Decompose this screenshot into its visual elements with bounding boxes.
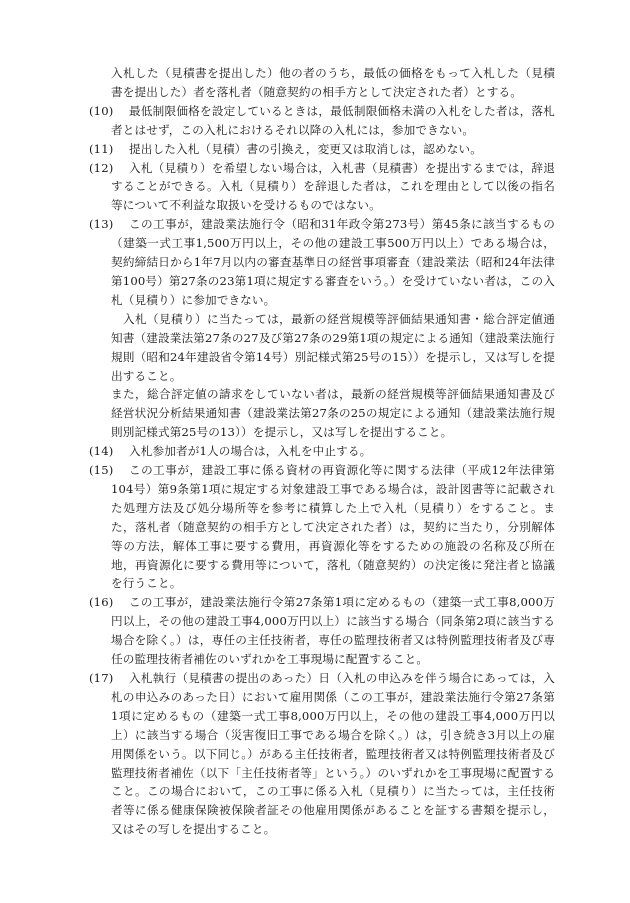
- item-text: この工事が，建設業法施行令第27条第1項に定めるもの（建築一式工事8,000万円以上，その他の建設工事4,000万円以上）に該当する場合（同条第2項に該当する場合を除く。）は，専任の主任技術者，専任の監理技術者又は特例監理技術者及び専任の監理技術者補佐のいずれかを工事現場に配置すること。: [111, 595, 555, 667]
- list-item-13: [89, 215, 555, 310]
- item-text: 入札（見積り）を希望しない場合は，入札書（見積書）を提出するまでは，辞退することができる。入札（見積り）を辞退した者は，これを理由として以後の指名等について不利益な取扱いを受けるものではない。: [111, 160, 555, 213]
- intro-paragraph: 入札した（見積書を提出した）他の者のうち，最低の価格をもって入札した（見積書を提出した）者を落札者（随意契約の相手方として決定された者）とする。: [111, 66, 555, 99]
- list-item-17: [89, 669, 555, 839]
- list-item-10: [89, 102, 555, 140]
- list-item-11: [89, 140, 555, 159]
- list-item-14: [89, 442, 555, 461]
- list-item-12: [89, 159, 555, 216]
- item-text: この工事が，建設業法施行令（昭和31年政令第273号）第45条に該当するもの（建築一式工事1,500万円以上，その他の建設工事500万円以上）である場合は，契約締結日から1年7月以内の審査基準日の経営事項審査（建設業法（昭和24年法律第100号）第27条の23第1項に規定する審査をいう。）を受けていない者は，この入札（見積り）に参加できない。: [111, 217, 555, 307]
- item-text: 入札参加者が1人の場合は，入札を中止する。: [129, 444, 372, 459]
- item-number: (11): [89, 141, 114, 156]
- item-number: (16): [89, 595, 114, 610]
- item-number: (14): [89, 444, 114, 459]
- item-13-sub-paragraph: 入札（見積り）に当たっては，最新の経営規模等評価結果通知書・総合評定値通知書（建設業法第27条の27及び第27条の29第1項の規定による通知（建設業法施行規則（昭和24年建設省令第14号）別記様式第25号の15））を提示し，又は写しを提出すること。: [111, 311, 555, 383]
- item-number: (15): [89, 463, 114, 478]
- list-item-16: [89, 593, 555, 669]
- item-number: (10): [89, 103, 114, 118]
- item-number: (12): [89, 160, 114, 175]
- list-item-15: [89, 461, 555, 593]
- item-text: この工事が，建設工事に係る資材の再資源化等に関する法律（平成12年法律第104号）第9条第1項に規定する対象建設工事である場合は，設計図書等に記載された処理方法及び処分場所等を参考に積算した上で入札（見積り）をすること。また，落札者（随意契約の相手方として決定された者）は，契約に当たり，分別解体等の方法，解体工事に要する費用，再資源化等をするための施設の名称及び所在地，再資源化に要する費用等について，落札（随意契約）の決定後に発注者と協議を行うこと。: [111, 463, 555, 591]
- item-13-sub-paragraph-2: また，総合評定値の請求をしていない者は，最新の経営規模等評価結果通知書及び経営状況分析結果通知書（建設業法第27条の25の規定による通知（建設業法施行規則別記様式第25号の13））を提示し，又は写しを提出すること。: [111, 387, 555, 440]
- item-text: 最低制限価格を設定しているときは，最低制限価格未満の入札をした者は，落札者とはせず，この入札におけるそれ以降の入札には，参加できない。: [111, 103, 555, 137]
- item-number: (13): [89, 217, 114, 232]
- item-number: (17): [89, 671, 114, 685]
- item-text: 提出した入札（見積）書の引換え，変更又は取消しは，認めない。: [129, 141, 483, 156]
- item-text: 入札執行（見積書の提出のあった）日（入札の申込みを伴う場合にあっては，入札の申込みのあった日）において雇用関係（この工事が，建設業法施行令第27条第1項に定めるもの（建築一式工事8,000万円以上，その他の建設工事4,000万円以上）に該当する場合（災害復旧工事である場合を除く。）は，引き続き3月以上の雇用関係をいう。以下同じ。）がある主任技術者，監理技術者又は特例監理技術者及び監理技術者補佐（以下「主任技術者等」という。）のいずれかを工事現場に配置すること。この場合において，この工事に係る入札（見積り）に当たっては，主任技術者等に係る健康保険被保険者証その他雇用関係があることを証する書類を提示し，又はその写しを提出すること。: [111, 671, 555, 837]
- document-body: [89, 64, 555, 839]
